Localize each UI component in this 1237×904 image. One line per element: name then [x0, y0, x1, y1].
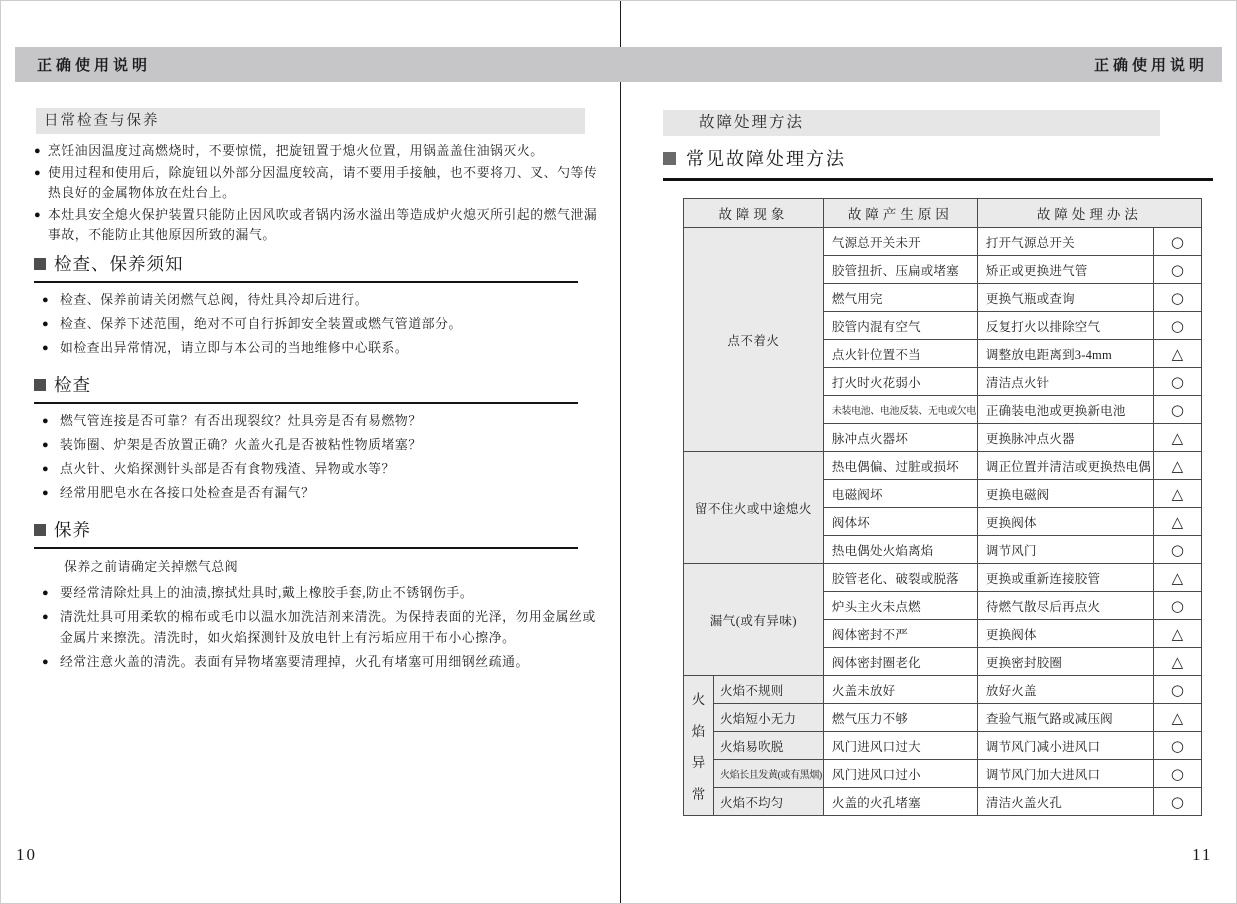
list-item-text: 清洗灶具可用柔软的棉布或毛巾以温水加洗洁剂来清洗。为保持表面的光泽，勿用金属丝或金属片来擦洗。清洗时，如火焰探测针及放电针上有污垢应用干布小心擦净。 [60, 610, 596, 645]
section-heading-label: 检查 [54, 375, 91, 395]
bullet-dot-icon: ● [34, 209, 41, 221]
remedy-cell: 调正位置并清洁或更换热电偶 [977, 452, 1153, 480]
cause-cell: 气源总开关未开 [823, 228, 977, 256]
table-row [684, 452, 1202, 480]
remedy-cell: 矫正或更换进气管 [977, 256, 1153, 284]
remedy-cell: 调节风门加大进风口 [977, 760, 1153, 788]
symbol-cell: △ [1153, 480, 1201, 508]
cause-cell: 打火时火花弱小 [823, 368, 977, 396]
remedy-cell: 更换脉冲点火器 [977, 424, 1153, 452]
symbol-cell: △ [1153, 564, 1201, 592]
table-row [684, 704, 1202, 732]
symbol-cell: △ [1153, 424, 1201, 452]
remedy-cell: 查验气瓶气路或减压阀 [977, 704, 1153, 732]
table-row [684, 788, 1202, 816]
header-title-right: 正确使用说明 [1093, 57, 1208, 74]
remedy-cell: 更换或重新连接胶管 [977, 564, 1153, 592]
square-bullet-icon [34, 524, 46, 536]
symbol-cell: ○ [1153, 536, 1201, 564]
symbol-cell: ○ [1153, 732, 1201, 760]
section-list [34, 290, 600, 359]
cause-cell: 火盖的火孔堵塞 [823, 788, 977, 816]
phenomenon-char: 异 [691, 755, 706, 771]
sub-phenomenon-cell: 火焰长且发黄(或有黑烟) [714, 760, 824, 788]
list-item-text: 经常注意火盖的清洗。表面有异物堵塞要清理掉，火孔有堵塞可用细钢丝疏通。 [60, 655, 529, 669]
fault-table-header-row [684, 199, 1202, 228]
section-note: 保养之前请确定关掉燃气总阀 [64, 560, 239, 574]
cause-cell: 脉冲点火器坏 [823, 424, 977, 452]
cause-cell: 风门进风口过大 [823, 732, 977, 760]
bullet-dot-icon: ● [34, 145, 41, 157]
cause-cell: 火盖未放好 [823, 676, 977, 704]
list-item-text: 检查、保养前请关闭燃气总阀，待灶具冷却后进行。 [60, 293, 369, 307]
list-item [34, 141, 600, 161]
phenomenon-cell: 点不着火 [684, 228, 824, 452]
cause-cell: 阀体密封圈老化 [823, 648, 977, 676]
remedy-cell: 更换气瓶或查询 [977, 284, 1153, 312]
cause-cell: 点火针位置不当 [823, 340, 977, 368]
table-row [684, 732, 1202, 760]
bullet-dot-icon: ● [42, 587, 49, 599]
list-item-text: 经常用肥皂水在各接口处检查是否有漏气？ [60, 486, 315, 500]
remedy-cell: 更换密封胶圈 [977, 648, 1153, 676]
symbol-cell: ○ [1153, 676, 1201, 704]
list-item [34, 435, 600, 456]
col-header-remedy: 故障处理办法 [977, 199, 1201, 228]
square-bullet-icon [34, 258, 46, 270]
cause-cell: 炉头主火未点燃 [823, 592, 977, 620]
fault-table [683, 198, 1202, 816]
intro-list [34, 141, 600, 245]
list-item [34, 411, 600, 432]
remedy-cell: 待燃气散尽后再点火 [977, 592, 1153, 620]
left-page [34, 108, 600, 676]
section-heading [34, 517, 578, 549]
header-title-left: 正确使用说明 [37, 57, 152, 74]
remedy-cell: 反复打火以排除空气 [977, 312, 1153, 340]
remedy-cell: 打开气源总开关 [977, 228, 1153, 256]
section-heading [34, 251, 578, 283]
phenomenon-char: 火 [691, 691, 706, 707]
list-item [34, 607, 600, 649]
cause-cell: 胶管老化、破裂或脱落 [823, 564, 977, 592]
section-heading [34, 372, 578, 404]
sub-phenomenon-cell: 火焰短小无力 [714, 704, 824, 732]
symbol-cell: ○ [1153, 284, 1201, 312]
section-list [34, 411, 600, 504]
cause-cell: 胶管扭折、压扁或堵塞 [823, 256, 977, 284]
symbol-cell: △ [1153, 340, 1201, 368]
remedy-cell: 调节风门减小进风口 [977, 732, 1153, 760]
bullet-dot-icon: ● [42, 487, 49, 499]
list-item [34, 459, 600, 480]
list-item-text: 装饰圈、炉架是否放置正确？火盖火孔是否被粘性物质堵塞？ [60, 438, 422, 452]
list-item [34, 583, 600, 604]
sub-phenomenon-cell: 火焰易吹脱 [714, 732, 824, 760]
list-item [34, 483, 600, 504]
square-bullet-icon [34, 379, 46, 391]
remedy-cell: 清洁点火针 [977, 368, 1153, 396]
symbol-cell: △ [1153, 648, 1201, 676]
table-row [684, 228, 1202, 256]
phenomenon-cell: 留不住火或中途熄火 [684, 452, 824, 564]
table-row [684, 676, 1202, 704]
symbol-cell: ○ [1153, 592, 1201, 620]
bullet-dot-icon: ● [42, 611, 49, 623]
bullet-dot-icon: ● [42, 415, 49, 427]
list-item-text: 点火针、火焰探测针头部是否有食物残渣、异物或水等？ [60, 462, 395, 476]
list-item-text: 使用过程和使用后，除旋钮以外部分因温度较高，请不要用手接触，也不要将刀、叉、勺等传热良好的金属物体放在灶台上。 [48, 166, 598, 200]
list-item-text: 燃气管连接是否可靠？有否出现裂纹？灶具旁是否有易燃物？ [60, 414, 422, 428]
list-item [34, 338, 600, 359]
list-item [34, 314, 600, 335]
list-item-text: 烹饪油因温度过高燃烧时，不要惊慌，把旋钮置于熄火位置，用锅盖盖住油锅灭火。 [48, 144, 544, 158]
table-row [684, 760, 1202, 788]
remedy-cell: 清洁火盖火孔 [977, 788, 1153, 816]
symbol-cell: ○ [1153, 760, 1201, 788]
remedy-cell: 调整放电距离到3-4mm [977, 340, 1153, 368]
phenomenon-cell: 漏气(或有异味) [684, 564, 824, 676]
page-number-left: 10 [16, 845, 37, 864]
table-row [684, 564, 1202, 592]
list-item-text: 如检查出异常情况，请立即与本公司的当地维修中心联系。 [60, 341, 409, 355]
cause-cell: 风门进风口过小 [823, 760, 977, 788]
bullet-dot-icon: ● [42, 318, 49, 330]
bullet-dot-icon: ● [42, 656, 49, 668]
remedy-cell: 更换电磁阀 [977, 480, 1153, 508]
subsection-heading [663, 145, 1213, 181]
cause-cell: 阀体密封不严 [823, 620, 977, 648]
cause-cell: 热电偶偏、过脏或损坏 [823, 452, 977, 480]
section-2 [34, 517, 600, 673]
square-bullet-icon [663, 152, 676, 165]
remedy-cell: 调节风门 [977, 536, 1153, 564]
bullet-dot-icon: ● [42, 463, 49, 475]
phenomenon-vertical-label [684, 676, 713, 815]
page-header-band [15, 47, 1222, 82]
remedy-cell: 更换阀体 [977, 508, 1153, 536]
symbol-cell: ○ [1153, 396, 1201, 424]
list-item-text: 检查、保养下述范围，绝对不可自行拆卸安全装置或燃气管道部分。 [60, 317, 462, 331]
section-bar-troubleshooting: 故障处理方法 [663, 110, 1160, 136]
phenomenon-cell [684, 676, 714, 816]
list-item [34, 290, 600, 311]
symbol-cell: ○ [1153, 228, 1201, 256]
list-item [34, 652, 600, 673]
sub-phenomenon-cell: 火焰不规则 [714, 676, 824, 704]
section-heading-label: 保养 [54, 520, 91, 540]
section-1 [34, 372, 600, 504]
col-header-cause: 故障产生原因 [823, 199, 977, 228]
section-list [34, 583, 600, 673]
cause-cell: 热电偶处火焰离焰 [823, 536, 977, 564]
page-number-right: 11 [1192, 845, 1213, 864]
col-header-phenomenon: 故障现象 [684, 199, 824, 228]
cause-cell: 燃气压力不够 [823, 704, 977, 732]
bullet-dot-icon: ● [34, 167, 41, 179]
phenomenon-char: 焰 [691, 723, 706, 739]
symbol-cell: △ [1153, 620, 1201, 648]
cause-cell: 阀体坏 [823, 508, 977, 536]
section-heading-label: 检查、保养须知 [54, 254, 184, 274]
cause-cell: 电磁阀坏 [823, 480, 977, 508]
bullet-dot-icon: ● [42, 439, 49, 451]
symbol-cell: ○ [1153, 788, 1201, 816]
bullet-dot-icon: ● [42, 342, 49, 354]
section-bar-daily-check: 日常检查与保养 [36, 108, 585, 134]
list-item [34, 205, 600, 245]
list-item [34, 163, 600, 203]
remedy-cell: 更换阀体 [977, 620, 1153, 648]
cause-cell: 燃气用完 [823, 284, 977, 312]
cause-cell: 未装电池、电池反装、无电或欠电 [823, 396, 977, 424]
page-divider [620, 0, 621, 904]
symbol-cell: ○ [1153, 368, 1201, 396]
bullet-dot-icon: ● [42, 294, 49, 306]
list-item-text: 要经常清除灶具上的油渍,擦拭灶具时,戴上橡胶手套,防止不锈钢伤手。 [60, 586, 474, 600]
left-sections [34, 251, 600, 673]
remedy-cell: 正确装电池或更换新电池 [977, 396, 1153, 424]
right-page [663, 110, 1213, 816]
symbol-cell: △ [1153, 704, 1201, 732]
fault-table-body [684, 228, 1202, 816]
remedy-cell: 放好火盖 [977, 676, 1153, 704]
symbol-cell: ○ [1153, 256, 1201, 284]
phenomenon-char: 常 [691, 787, 706, 803]
symbol-cell: △ [1153, 508, 1201, 536]
list-item-text: 本灶具安全熄火保护装置只能防止因风吹或者锅内汤水溢出等造成炉火熄灭所引起的燃气泄漏事故，不能防止其他原因所致的漏气。 [48, 208, 598, 242]
symbol-cell: ○ [1153, 312, 1201, 340]
section-0 [34, 251, 600, 359]
cause-cell: 胶管内混有空气 [823, 312, 977, 340]
subsection-heading-label: 常见故障处理方法 [686, 149, 846, 169]
symbol-cell: △ [1153, 452, 1201, 480]
sub-phenomenon-cell: 火焰不均匀 [714, 788, 824, 816]
